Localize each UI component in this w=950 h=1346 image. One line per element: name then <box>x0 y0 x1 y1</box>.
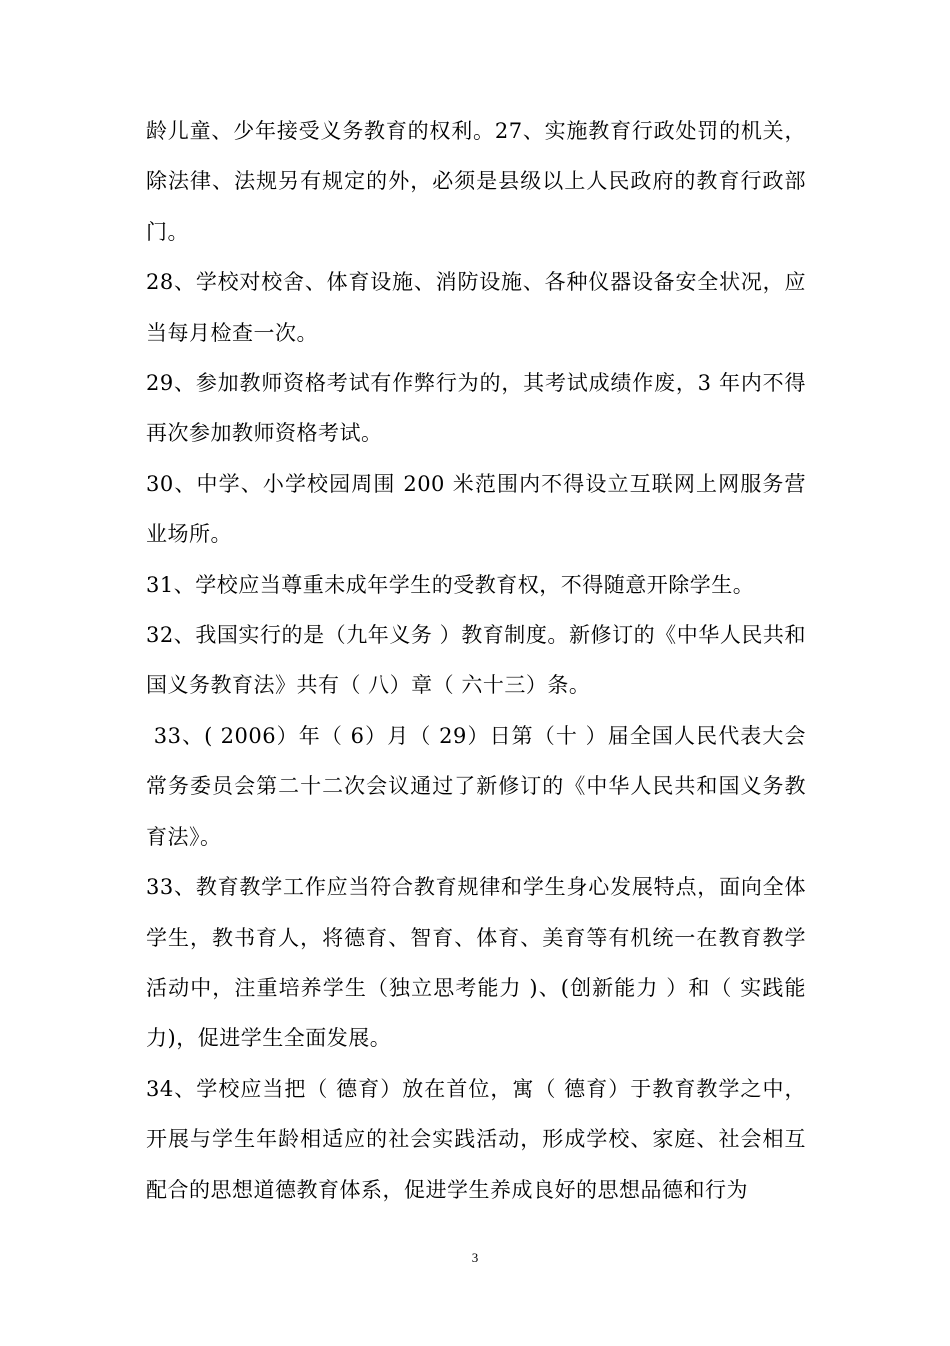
page-number: 3 <box>471 1250 479 1265</box>
paragraph-30: 30、中学、小学校园周围 200 米范围内不得设立互联网上网服务营业场所。 <box>146 471 806 547</box>
page-body <box>146 106 806 1215</box>
paragraph-continuation-27: 龄儿童、少年接受义务教育的权利。27、实施教育行政处罚的机关，除法律、法规另有规定的外，必须是县级以上人民政府的教育行政部门。 <box>146 119 806 244</box>
paragraph-34: 34、学校应当把（ 德育）放在首位，寓（ 德育）于教育教学之中，开展与学生年龄相适应的社会实践活动，形成学校、家庭、社会相互配合的思想道德教育体系，促进学生养成良好的思想品德和行为 <box>146 1076 806 1202</box>
paragraph-33-teaching: 33、教育教学工作应当符合教育规律和学生身心发展特点，面向全体学生，教书育人，将德育、智育、体育、美育等有机统一在教育教学活动中，注重培养学生（独立思考能力 )、(创新能力 ）和（ 实践能力)，促进学生全面发展。 <box>146 875 806 1051</box>
paragraph-32: 32、我国实行的是（九年义务 ）教育制度。新修订的《中华人民共和国义务教育法》共有（ 八）章（ 六十三）条。 <box>146 623 806 698</box>
paragraph-31: 31、学校应当尊重未成年学生的受教育权，不得随意开除学生。 <box>146 572 755 597</box>
paragraph-29: 29、参加教师资格考试有作弊行为的，其考试成绩作废，3 年内不得再次参加教师资格考试。 <box>146 371 806 446</box>
paragraph-33-date: 33、( 2006）年（ 6）月（ 29）日第（十 ）届全国人民代表大会常务委员会第二十二次会议通过了新修订的《中华人民共和国义务教育法》。 <box>146 723 806 849</box>
paragraph-28: 28、学校对校舍、体育设施、消防设施、各种仪器设备安全状况，应当每月检查一次。 <box>146 270 806 345</box>
